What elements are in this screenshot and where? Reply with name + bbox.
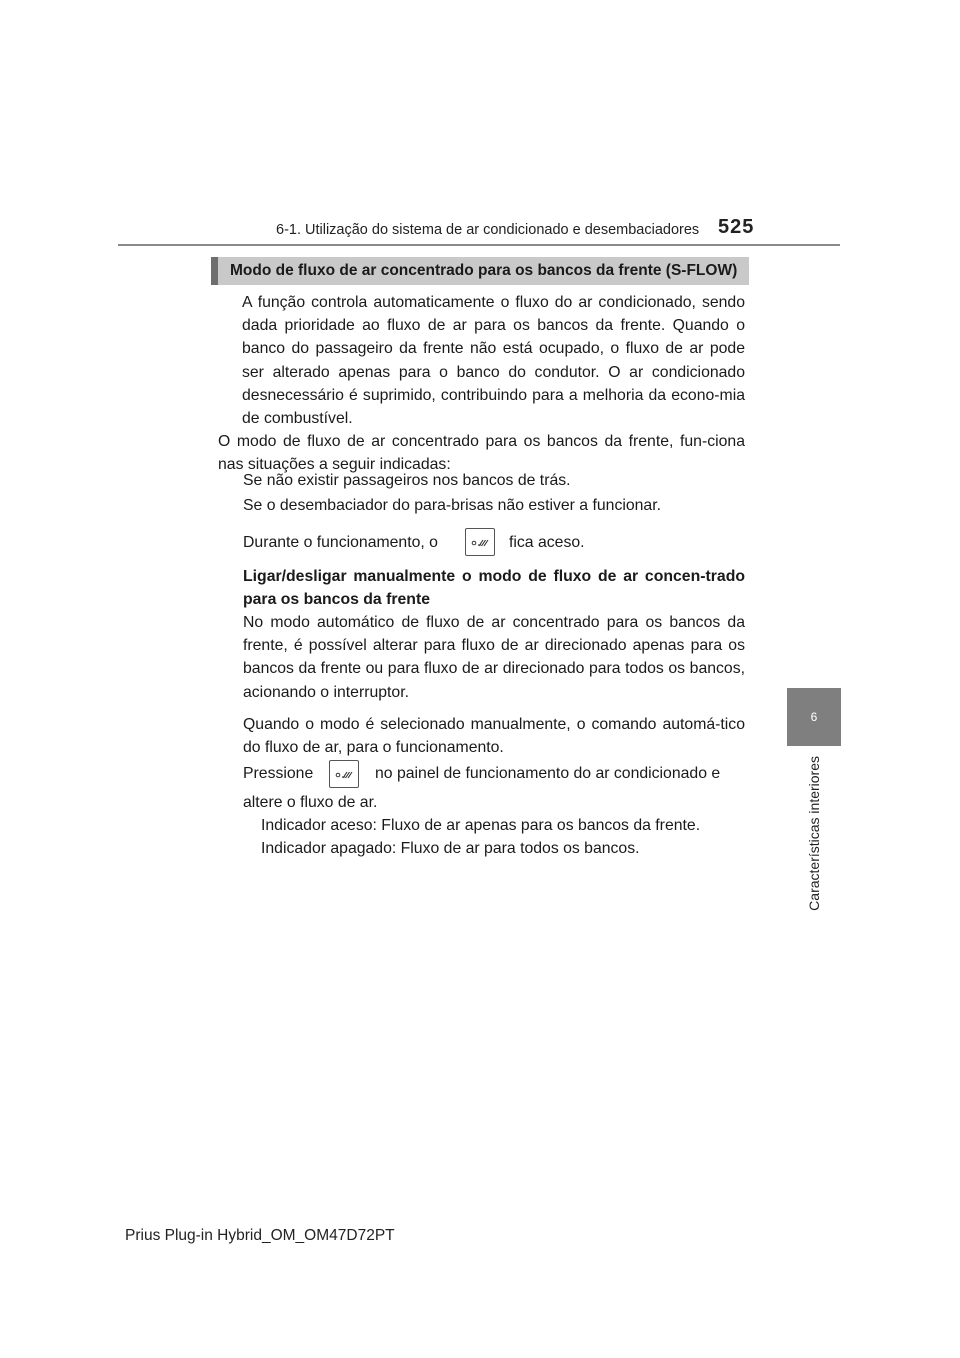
operation-note-before: Durante o funcionamento, o [243,534,438,551]
chapter-tab [787,688,841,746]
indicator-state: Indicador apagado: Fluxo de ar para todos os bancos. [261,840,640,857]
s-flow-indicator-icon [465,528,495,556]
condition-item: Se não existir passageiros nos bancos de trás. [243,472,571,489]
manual-paragraph-2: Quando o modo é selecionado manualmente, o comando automá-tico do fluxo de ar, para o funcionamento. [243,716,745,757]
footer-document-id: Prius Plug-in Hybrid_OM_OM47D72PT [125,1227,395,1244]
press-instruction-after: no painel de funcionamento do ar condicionado e [375,765,721,782]
operation-note-after: fica aceso. [509,534,585,551]
press-instruction-before: Pressione [243,765,314,782]
intro-paragraph: A função controla automaticamente o fluxo do ar condicionado, sendo dada prioridade ao fluxo de ar para os bancos da frente. Quando o banco do passageiro da frente não está ocupado, o fluxo de ar pode ser alterado apenas para o banco do condutor. O ar condicionado desnecessário é suprimido, contribuindo para a melhoria da econo-mia de combustível. [242,294,745,428]
section-heading: Modo de fluxo de ar concentrado para os bancos da frente (S-FLOW) [211,257,749,285]
manual-subheading: Ligar/desligar manualmente o modo de fluxo de ar concen-trado para os bancos da frente [243,568,745,609]
indicator-state: Indicador aceso: Fluxo de ar apenas para os bancos da frente. [261,817,701,834]
chapter-side-label [787,756,841,916]
header-section-title: 6-1. Utilização do sistema de ar condicionado e desembaciadores [276,222,700,238]
press-instruction-continuation: altere o fluxo de ar. [243,794,378,811]
manual-paragraph-1: No modo automático de fluxo de ar concentrado para os bancos da frente, é possível alterar para fluxo de ar direcionado apenas para os bancos da frente ou para fluxo de ar direcionado para todos os bancos, acionando o interruptor. [243,614,745,701]
chapter-title: Características interiores [806,756,822,911]
page-number: 525 [718,216,755,238]
chapter-number: 6 [810,710,818,724]
s-flow-button-icon [329,760,359,788]
conditions-intro-paragraph: O modo de fluxo de ar concentrado para os bancos da frente, fun-ciona nas situações a seguir indicadas: [218,433,745,474]
condition-item: Se o desembaciador do para-brisas não estiver a funcionar. [243,497,661,514]
header-divider [118,244,840,246]
